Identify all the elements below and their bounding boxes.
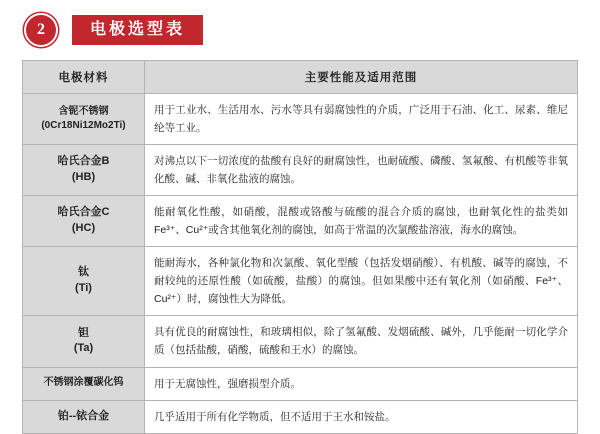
cell-material — [23, 247, 145, 316]
cell-description: 能耐氧化性酸，如硝酸，混酸或铬酸与硫酸的混合介质的腐蚀，也耐氧化性的盐类如Fe³⁺、Cu²⁺或含其他氧化剂的腐蚀，如高于常温的次氯酸盐溶液，海水的腐蚀。 — [145, 196, 578, 247]
document-header — [22, 12, 578, 48]
table-row — [23, 94, 578, 145]
material-line: 哈氏合金C — [57, 206, 110, 219]
table-header-row — [23, 61, 578, 94]
table-row — [23, 367, 578, 400]
material-line: 不锈钢涂覆碳化钨 — [43, 377, 124, 389]
table-row — [23, 196, 578, 247]
electrode-selection-table — [22, 60, 578, 434]
cell-material — [23, 145, 145, 196]
material-line: (Ti) — [75, 282, 92, 295]
cell-material — [23, 94, 145, 145]
table-body — [23, 94, 578, 434]
material-line: 哈氏合金B — [57, 155, 110, 168]
table-row — [23, 316, 578, 367]
cell-description: 能耐海水，各种氯化物和次氯酸、氧化型酸（包括发烟硝酸）、有机酸、碱等的腐蚀，不耐较纯的还原性酸（如硫酸，盐酸）的腐蚀。但如果酸中还有氧化剂（如硝酸、Fe³⁺、Cu²⁺）时，腐蚀性大为降低。 — [145, 247, 578, 316]
table-row — [23, 145, 578, 196]
cell-material — [23, 367, 145, 400]
material-line: 钽 — [78, 326, 89, 339]
cell-description: 用于工业水、生活用水、污水等具有弱腐蚀性的介质，广泛用于石油、化工、尿素、维尼纶等工业。 — [145, 94, 578, 145]
cell-description: 几乎适用于所有化学物质，但不适用于王水和铵盐。 — [145, 400, 578, 433]
cell-description: 具有优良的耐腐蚀性，和玻璃相似，除了氢氟酸、发烟硫酸、碱外，几乎能耐一切化学介质（包括盐酸，硝酸，硫酸和王水）的腐蚀。 — [145, 316, 578, 367]
material-line: 含铌不锈钢 — [58, 105, 109, 117]
table-row — [23, 247, 578, 316]
cell-material — [23, 196, 145, 247]
column-header-material: 电极材料 — [23, 61, 145, 94]
table-header — [23, 61, 578, 94]
material-line: (HC) — [71, 222, 96, 235]
cell-material — [23, 400, 145, 433]
section-number-badge: 2 — [24, 13, 58, 47]
material-line: (Ta) — [73, 342, 94, 355]
column-header-description: 主要性能及适用范围 — [145, 61, 578, 94]
table-row — [23, 400, 578, 433]
material-line: (HB) — [71, 171, 96, 184]
cell-description: 对沸点以下一切浓度的盐酸有良好的耐腐蚀性，也耐硫酸、磷酸、氢氟酸、有机酸等非氧化酸、碱、非氧化盐液的腐蚀。 — [145, 145, 578, 196]
material-line: 钛 — [78, 266, 89, 279]
page-title: 电极选型表 — [72, 15, 203, 46]
material-line: (0Cr18Ni12Mo2Ti) — [41, 120, 126, 132]
cell-material — [23, 316, 145, 367]
material-line: 铂--铱合金 — [57, 409, 110, 422]
cell-description: 用于无腐蚀性，强磨损型介质。 — [145, 367, 578, 400]
